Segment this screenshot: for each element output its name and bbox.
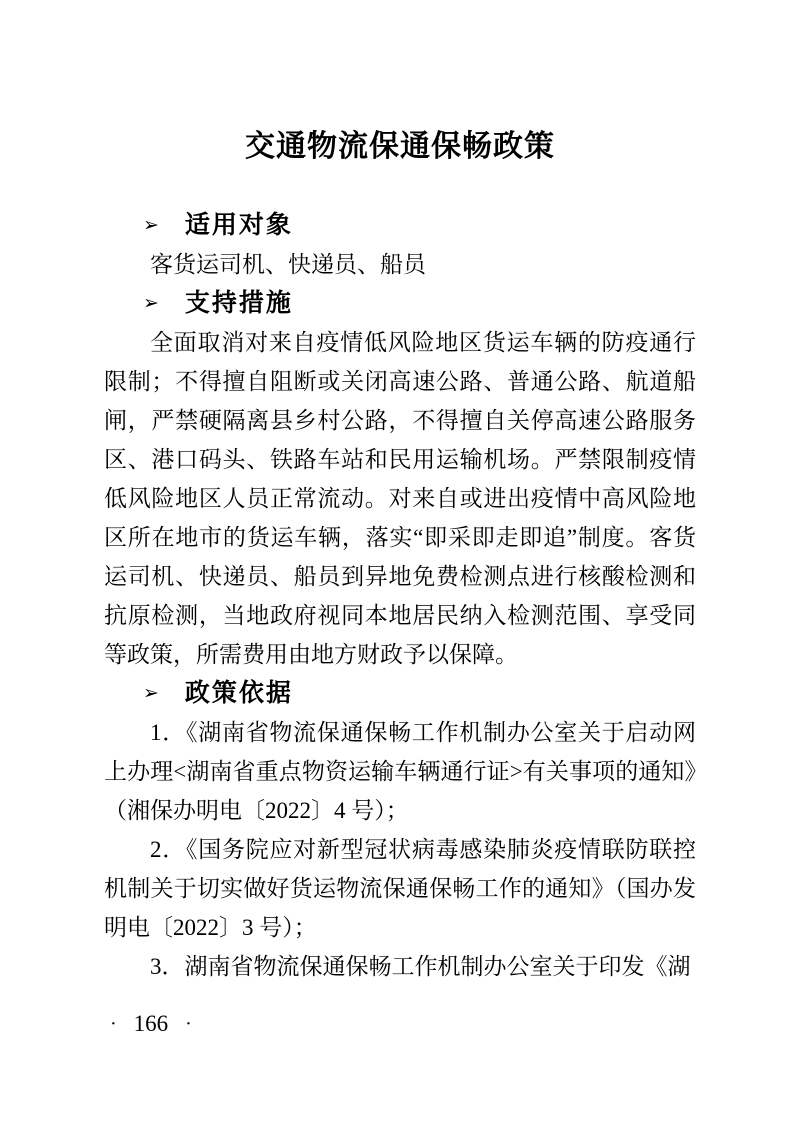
section-heading-applicable-targets — [104, 206, 696, 245]
footer-left-dot: · — [110, 1013, 117, 1035]
arrow-bullet-icon: ➢ — [143, 292, 159, 314]
page-number: 166 — [133, 1011, 169, 1036]
document-page — [104, 0, 696, 986]
section-heading-label: 政策依据 — [184, 679, 293, 707]
section-heading-support-measures — [104, 284, 696, 323]
policy-basis-item: 2．《国务院应对新型冠状病毒感染肺炎疫情联防联控机制关于切实做好货运物流保通保畅工作的通知》（国办发明电〔2022〕3 号）； — [104, 837, 696, 940]
page-footer — [110, 1008, 192, 1040]
section-heading-label: 适用对象 — [184, 211, 293, 239]
applicable-targets-text: 客货运司机、快递员、船员 — [150, 252, 426, 277]
policy-basis-item: 1．《湖南省物流保通保畅工作机制办公室关于启动网上办理<湖南省重点物资运输车辆通行证>有关事项的通知》（湘保办明电〔2022〕4 号）； — [104, 720, 696, 823]
section-heading-label: 支持措施 — [184, 289, 293, 317]
arrow-bullet-icon: ➢ — [143, 682, 159, 704]
support-measures-paragraph: 全面取消对来自疫情低风险地区货运车辆的防疫通行限制；不得擅自阻断或关闭高速公路、普通公路、航道船闸，严禁硬隔离县乡村公路，不得擅自关停高速公路服务区、港口码头、铁路车站和民用运输机场。严禁限制疫情低风险地区人员正常流动。对来自或进出疫情中高风险地区所在地市的货运车辆，落实“即采即走即追”制度。客货运司机、快递员、船员到异地免费检测点进行核酸检测和抗原检测，当地政府视同本地居民纳入检测范围、享受同等政策，所需费用由地方财政予以保障。 — [104, 330, 696, 667]
arrow-bullet-icon: ➢ — [143, 214, 159, 236]
policy-basis-item: 3．湖南省物流保通保畅工作机制办公室关于印发《湖 — [150, 954, 691, 979]
section-heading-policy-basis — [104, 674, 696, 713]
footer-right-dot: · — [185, 1013, 192, 1035]
page-title: 交通物流保通保畅政策 — [245, 130, 555, 163]
